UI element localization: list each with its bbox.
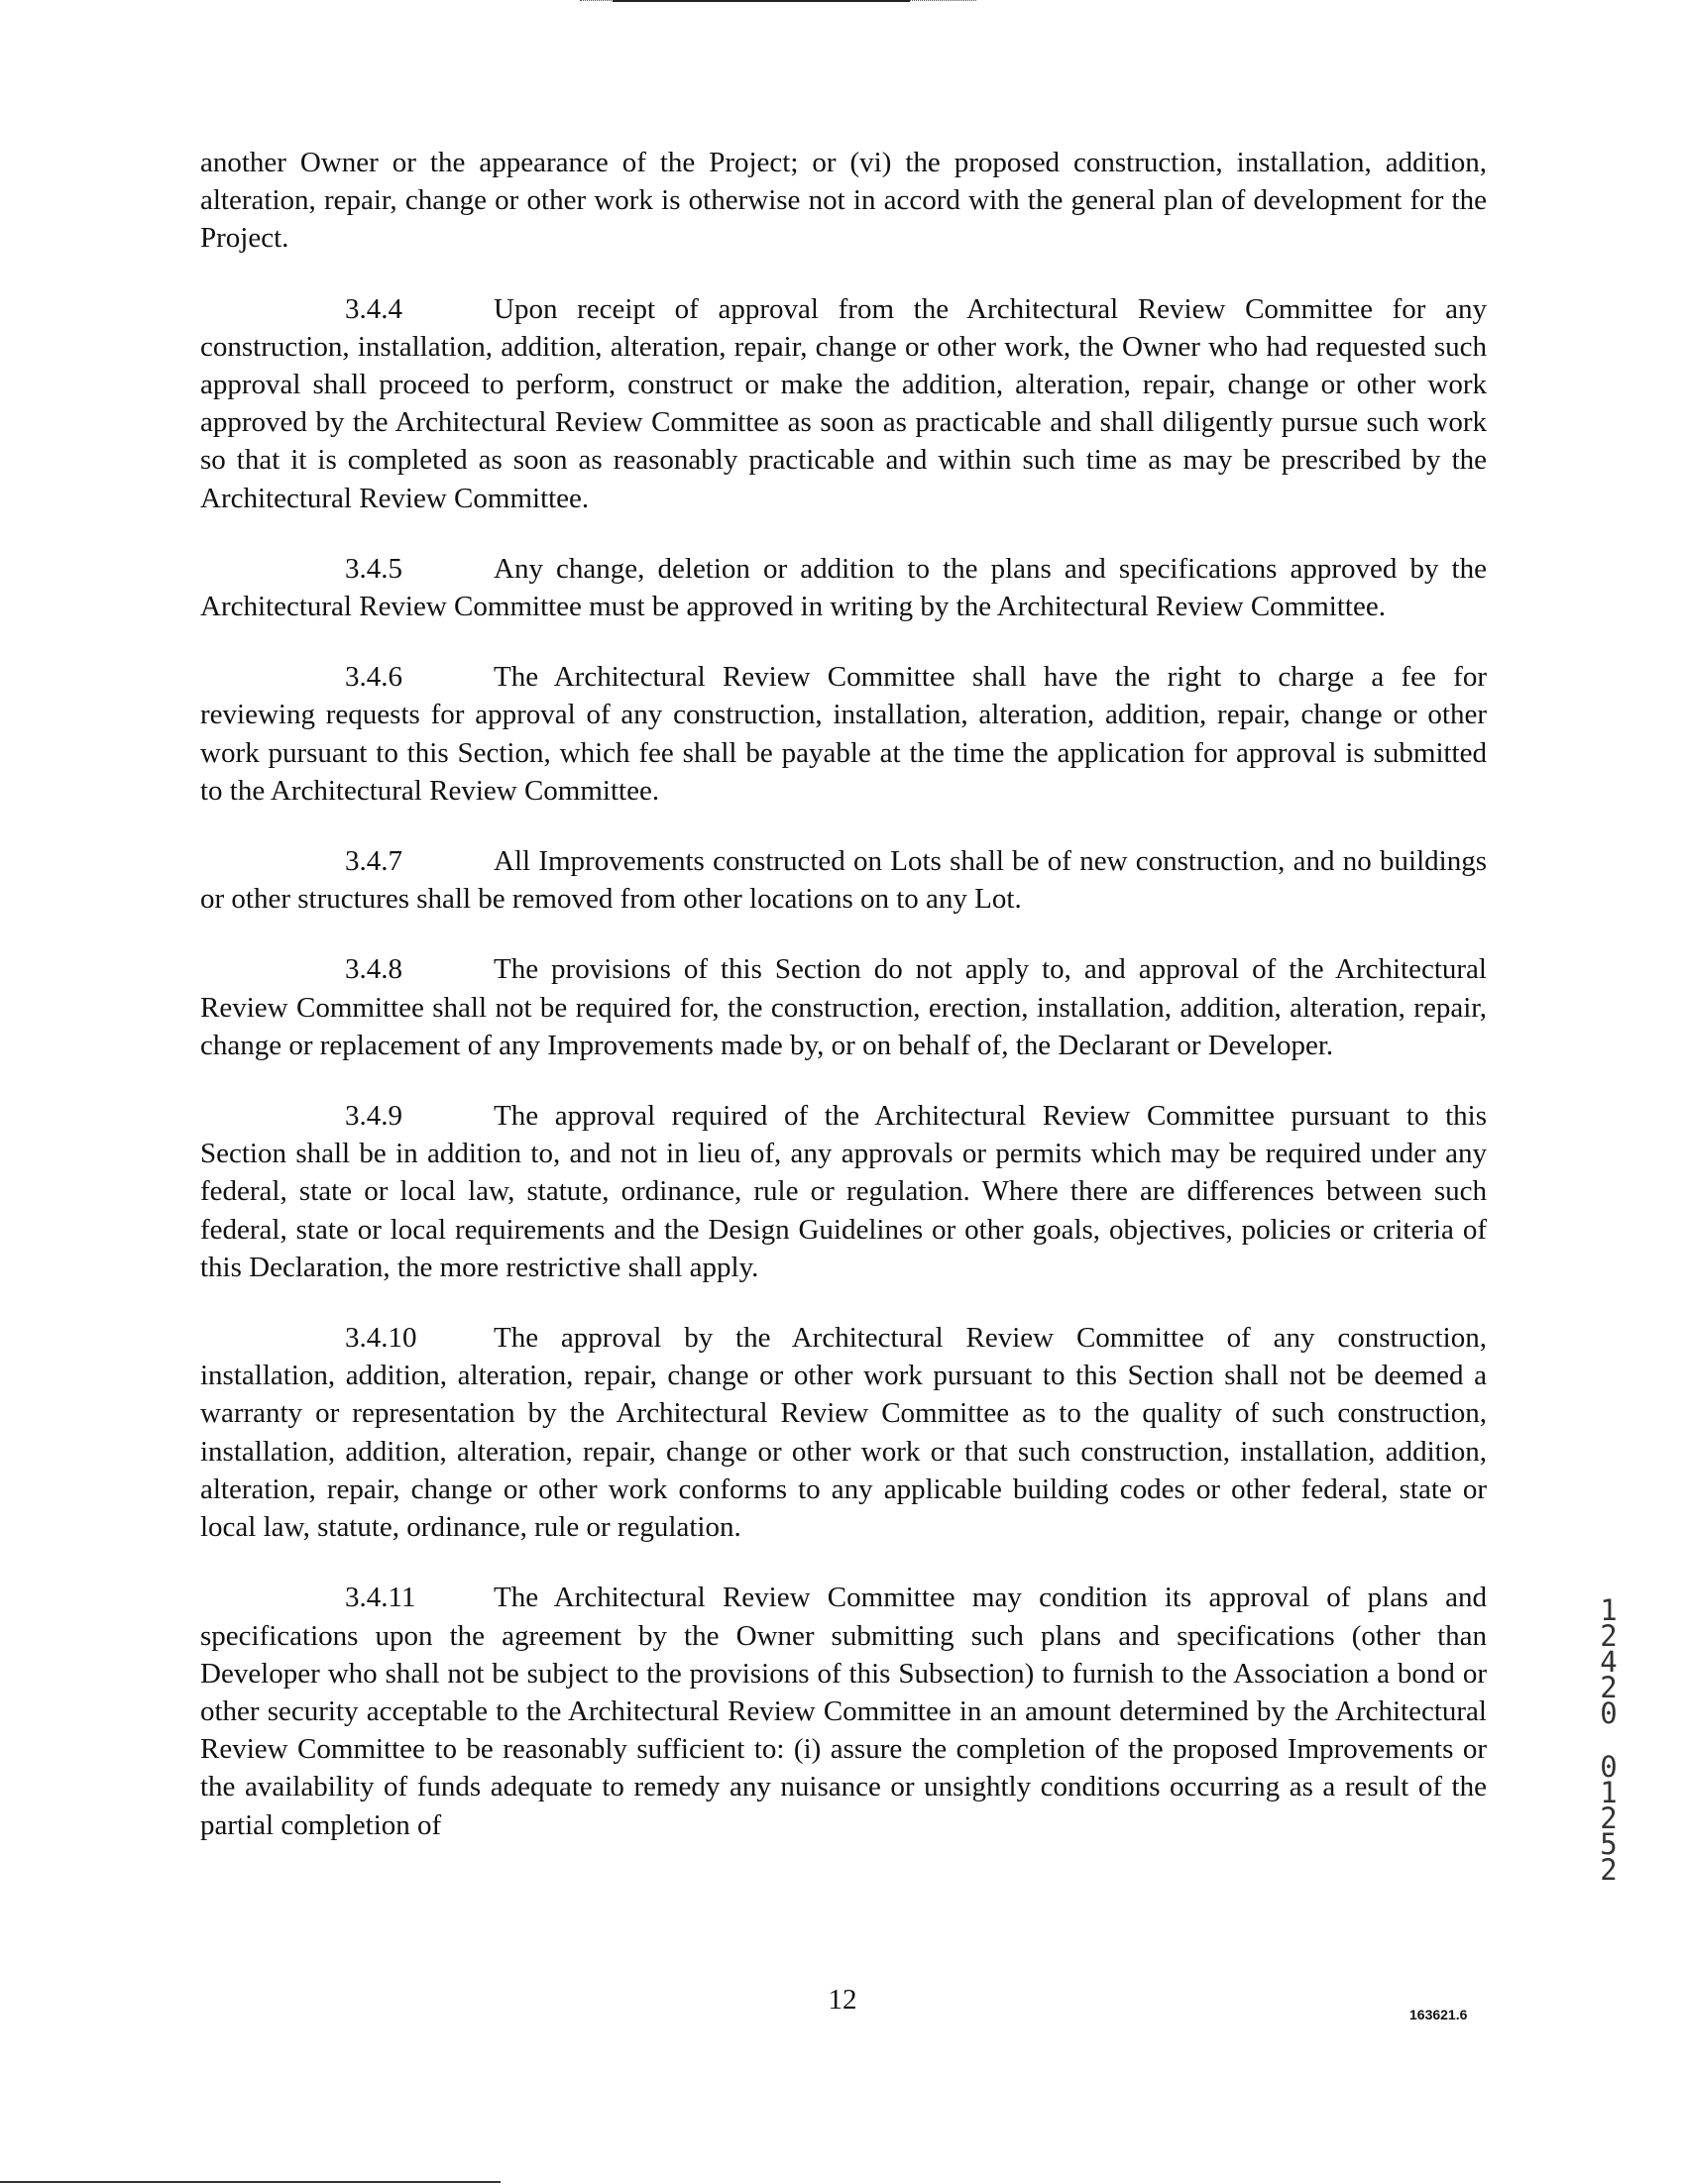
section-3-4-8 bbox=[200, 950, 1487, 1064]
stamp-digit: 5 bbox=[1600, 1827, 1618, 1861]
section-3-4-5 bbox=[200, 550, 1487, 625]
section-number: 3.4.8 bbox=[345, 953, 402, 986]
margin-recording-stamp bbox=[1594, 1593, 1624, 1887]
top-edge-rule bbox=[613, 0, 910, 2]
stamp-digit: 2 bbox=[1600, 1802, 1618, 1835]
section-text: The Architectural Review Committee may condition its approval of plans and specifications upon the agreement by the Owner submitting such plans and specifications (other than Developer who shall not be subject to the provisions of this Subsection) to furnish to the Association a bond or other security acceptable to the Architectural Review Committee in an amount determined by the Architectural Review Committee to be reasonably sufficient to: (i) assure the completion of the proposed Improvements or the availability of funds adequate to remedy any nuisance or unsightly conditions occurring as a result of the partial completion of bbox=[200, 1582, 1487, 1841]
section-number: 3.4.6 bbox=[345, 661, 402, 694]
stamp-digit: 1 bbox=[1600, 1593, 1618, 1627]
section-number: 3.4.5 bbox=[345, 552, 402, 585]
stamp-digit: 1 bbox=[1600, 1776, 1618, 1809]
stamp-digit: 4 bbox=[1600, 1645, 1618, 1679]
section-text: The provisions of this Section do not apply to, and approval of the Architectural Review Committee shall not be required for, the construction, erection, installation, addition, alteration, repair, change or replacement of any Improvements made by, or on behalf of, the Declarant or Developer. bbox=[200, 953, 1487, 1061]
page-number: 12 bbox=[828, 1984, 857, 2016]
section-number: 3.4.4 bbox=[345, 292, 402, 325]
section-text: The Architectural Review Committee shall have the right to charge a fee for reviewing requests for approval of any construction, installation, alteration, addition, repair, change or other work pursuant to this Section, which fee shall be payable at the time the application for approval is submitted to the Architectural Review Committee. bbox=[200, 661, 1487, 807]
section-text: The approval required of the Architectural Review Committee pursuant to this Section shall be in addition to, and not in lieu of, any approvals or permits which may be required under any federal, state or local law, statute, ordinance, rule or regulation. Where there are differences between such federal, state or local requirements and the Design Guidelines or other goals, objectives, policies or criteria of this Declaration, the more restrictive shall apply. bbox=[200, 1100, 1487, 1283]
stamp-digit: 0 bbox=[1600, 1750, 1618, 1784]
opening-paragraph: another Owner or the appearance of the Project; or (vi) the proposed construction, installation, addition, alteration, repair, change or other work is otherwise not in accord with the general plan of development for the Project. bbox=[200, 147, 1487, 255]
section-text: Any change, deletion or addition to the plans and specifications approved by the Architectural Review Committee must be approved in writing by the Architectural Review Committee. bbox=[200, 552, 1487, 623]
section-text: The approval by the Architectural Review Committee of any construction, installation, addition, alteration, repair, change or other work pursuant to this Section shall not be deemed a warranty or representation by the Architectural Review Committee as to the quality of such construction, installation, addition, alteration, repair, change or other work or that such construction, installation, addition, alteration, repair, change or other work conforms to any applicable building codes or other federal, state or local law, statute, ordinance, rule or regulation. bbox=[200, 1322, 1487, 1544]
section-number: 3.4.11 bbox=[345, 1582, 416, 1614]
section-text: All Improvements constructed on Lots shall be of new construction, and no buildings or other structures shall be removed from other locations on to any Lot. bbox=[200, 845, 1487, 916]
section-3-4-10 bbox=[200, 1319, 1487, 1546]
bottom-edge-rule bbox=[0, 2181, 501, 2183]
section-number: 3.4.7 bbox=[345, 845, 402, 878]
section-text: Upon receipt of approval from the Architectural Review Committee for any construction, installation, addition, alteration, repair, change or other work, the Owner who had requested such approval shall proceed to perform, construct or make the addition, alteration, repair, change or other work approved by the Architectural Review Committee as soon as practicable and shall diligently pursue such work so that it is completed as soon as reasonably practicable and within such time as may be prescribed by the Architectural Review Committee. bbox=[200, 292, 1487, 514]
stamp-digit: 2 bbox=[1600, 1853, 1618, 1887]
stamp-digit: 0 bbox=[1600, 1696, 1618, 1730]
section-3-4-6 bbox=[200, 658, 1487, 810]
section-number: 3.4.9 bbox=[345, 1100, 402, 1133]
stamp-digit: 2 bbox=[1600, 1619, 1618, 1653]
section-3-4-9 bbox=[200, 1097, 1487, 1286]
stamp-digit: 2 bbox=[1600, 1671, 1618, 1704]
section-number: 3.4.10 bbox=[345, 1322, 417, 1355]
document-body bbox=[200, 144, 1487, 1844]
document-id: 163621.6 bbox=[1409, 2007, 1468, 2022]
section-3-4-7 bbox=[200, 842, 1487, 918]
section-3-4-4 bbox=[200, 290, 1487, 517]
section-3-4-11 bbox=[200, 1579, 1487, 1843]
